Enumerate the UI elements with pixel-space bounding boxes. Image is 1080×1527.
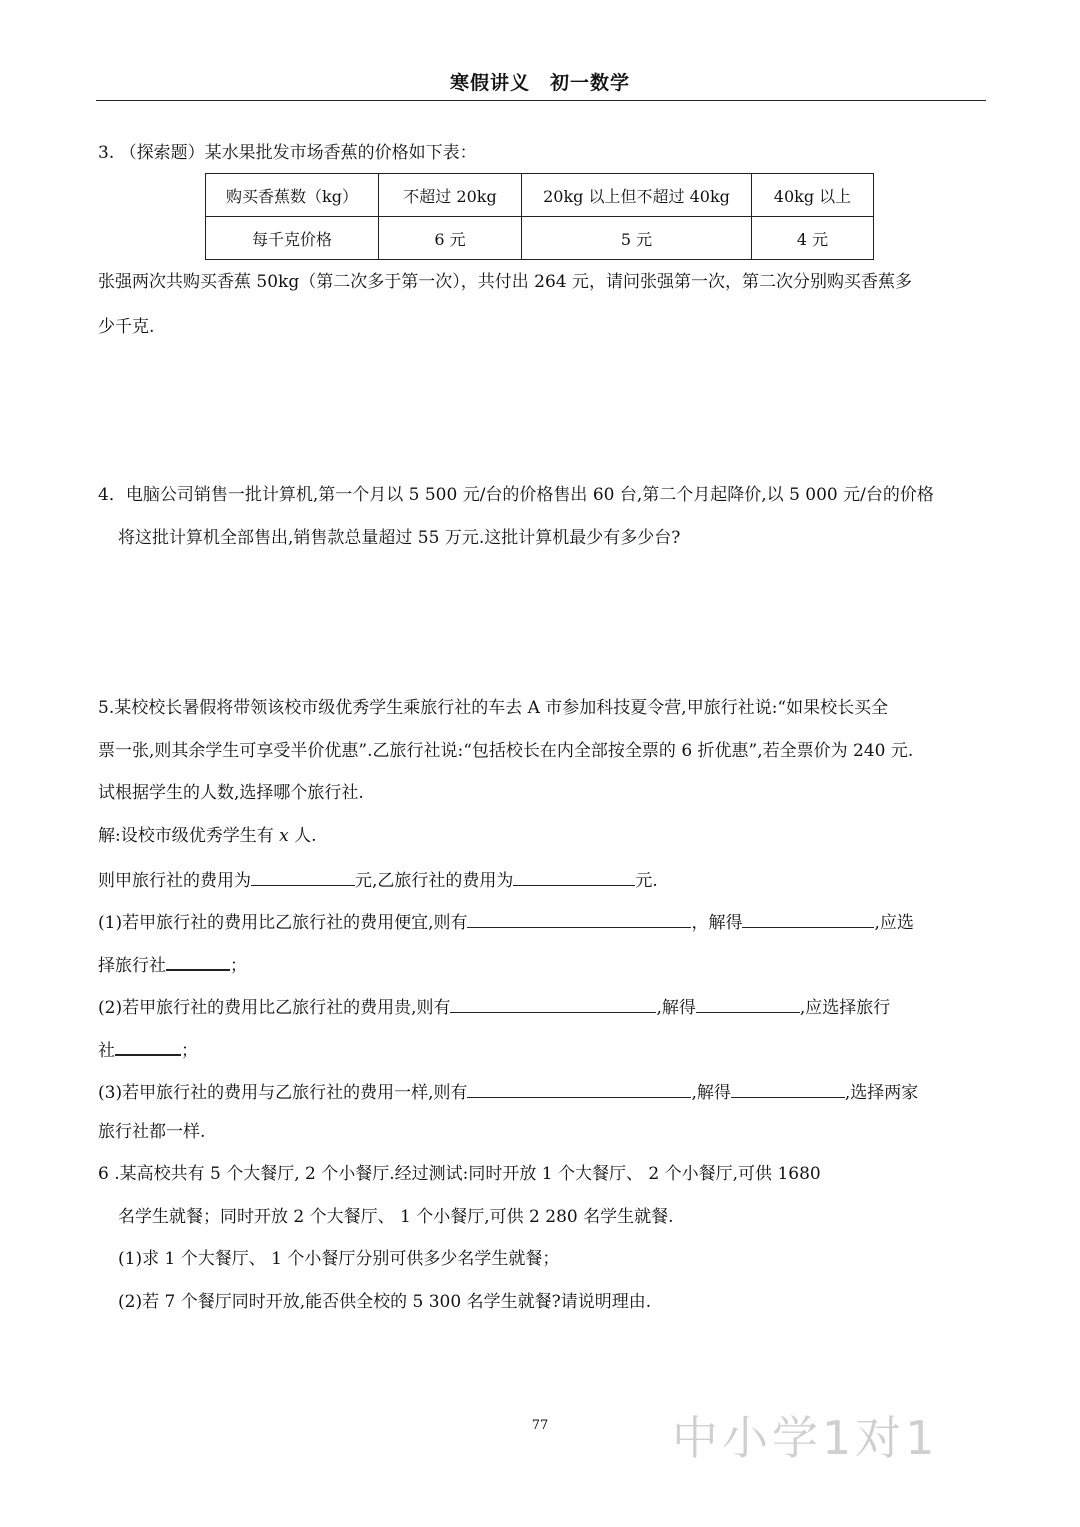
table-header-cell: 购买香蕉数（kg） <box>206 174 379 217</box>
q3-intro: 3. （探索题）某水果批发市场香蕉的价格如下表： <box>98 143 477 163</box>
q5-line1: 5.某校校长暑假将带领该校市级优秀学生乘旅行社的车去 A 市参加科技夏令营,甲旅行社说:“如果校长买全 <box>98 698 889 718</box>
q6-line3: (1)求 1 个大餐厅、 1 个小餐厅分别可供多少名学生就餐； <box>118 1249 560 1269</box>
answer-blank-agency-2[interactable] <box>115 1036 181 1056</box>
part2-solve-label: ,解得 <box>656 998 696 1018</box>
q5-part1-line1 <box>98 909 914 934</box>
part1-solve-label: ，解得 <box>691 913 743 933</box>
banana-price-table <box>205 173 874 260</box>
q5-part2-line2 <box>98 1036 198 1062</box>
table-row <box>206 217 874 260</box>
solution-prefix: 解:设校市级优秀学生有 <box>98 826 280 846</box>
part2-end: ； <box>181 1041 198 1061</box>
part1-end: ； <box>230 956 247 976</box>
table-cell: 6 元 <box>379 217 522 260</box>
solution-suffix: 人. <box>288 826 317 846</box>
q6-line1: 6 .某高校共有 5 个大餐厅, 2 个小餐厅.经过测试:同时开放 1 个大餐厅、 2 个小餐厅,可供 1680 <box>98 1164 821 1184</box>
part3-solve-label: ,解得 <box>691 1083 731 1103</box>
q4-line2: 将这批计算机全部售出,销售款总量超过 55 万元.这批计算机最少有多少台? <box>118 528 681 548</box>
watermark: 中小学1对1 <box>672 1411 939 1465</box>
q5-line2: 票一张,则其余学生可享受半价优惠”.乙旅行社说:“包括校长在内全部按全票的 6 折优惠”,若全票价为 240 元. <box>98 741 914 761</box>
part2-text: (2)若甲旅行社的费用比乙旅行社的费用贵,则有 <box>98 998 451 1018</box>
answer-blank-cost-a[interactable] <box>251 867 355 886</box>
q6-line4: (2)若 7 个餐厅同时开放,能否供全校的 5 300 名学生就餐?请说明理由. <box>118 1292 652 1312</box>
page-number: 77 <box>531 1418 549 1433</box>
table-cell: 4 元 <box>752 217 874 260</box>
table-cell: 每千克价格 <box>206 217 379 260</box>
table-header-row <box>206 174 874 217</box>
answer-blank-solution-2[interactable] <box>696 994 800 1013</box>
part2-choose-label: ,应选择旅行 <box>799 998 891 1018</box>
q5-part3-line1 <box>98 1079 918 1104</box>
answer-blank-solution-1[interactable] <box>742 909 874 928</box>
q5-part1-line2 <box>98 951 247 977</box>
cost-label-b: 元,乙旅行社的费用为 <box>355 871 514 891</box>
part3-choose-label: ,选择两家 <box>844 1083 919 1103</box>
table-header-cell: 20kg 以上但不超过 40kg <box>522 174 752 217</box>
q5-solution <box>98 825 317 847</box>
q5-cost-line <box>98 867 658 892</box>
answer-blank-agency-1[interactable] <box>166 951 230 971</box>
q5-line3: 试根据学生的人数,选择哪个旅行社. <box>98 783 364 803</box>
answer-blank-inequality-2[interactable] <box>450 994 656 1013</box>
part1-choose-label: ,应选 <box>874 913 914 933</box>
answer-blank-inequality-1[interactable] <box>467 909 691 928</box>
answer-blank-solution-3[interactable] <box>731 1079 845 1098</box>
table-cell: 5 元 <box>522 217 752 260</box>
part3-text: (3)若甲旅行社的费用与乙旅行社的费用一样,则有 <box>98 1083 468 1103</box>
cost-label-end: 元. <box>635 871 658 891</box>
q3-text-line2: 少千克. <box>98 317 155 337</box>
q5-part3-line2: 旅行社都一样. <box>98 1122 206 1142</box>
part2-agency-label: 社 <box>98 1041 115 1061</box>
part1-text: (1)若甲旅行社的费用比乙旅行社的费用便宜,则有 <box>98 913 468 933</box>
answer-blank-equation-3[interactable] <box>467 1079 691 1098</box>
table-header-cell: 不超过 20kg <box>379 174 522 217</box>
header-rule <box>96 100 986 101</box>
answer-blank-cost-b[interactable] <box>513 867 635 886</box>
variable-x: x <box>279 826 289 846</box>
q5-part2-line1 <box>98 994 890 1019</box>
q4-line1: 4．电脑公司销售一批计算机,第一个月以 5 500 元/台的价格售出 60 台,第二个月起降价,以 5 000 元/台的价格 <box>98 485 934 505</box>
q3-text-line1: 张强两次共购买香蕉 50kg（第二次多于第一次），共付出 264 元，请问张强第一次，第二次分别购买香蕉多 <box>98 272 912 292</box>
header-title: 寒假讲义 初一数学 <box>449 72 630 94</box>
table-header-cell: 40kg 以上 <box>752 174 874 217</box>
cost-label-a: 则甲旅行社的费用为 <box>98 871 251 891</box>
part1-agency-label: 择旅行社 <box>98 956 166 976</box>
q6-line2: 名学生就餐；同时开放 2 个大餐厅、 1 个小餐厅,可供 2 280 名学生就餐. <box>118 1207 674 1227</box>
